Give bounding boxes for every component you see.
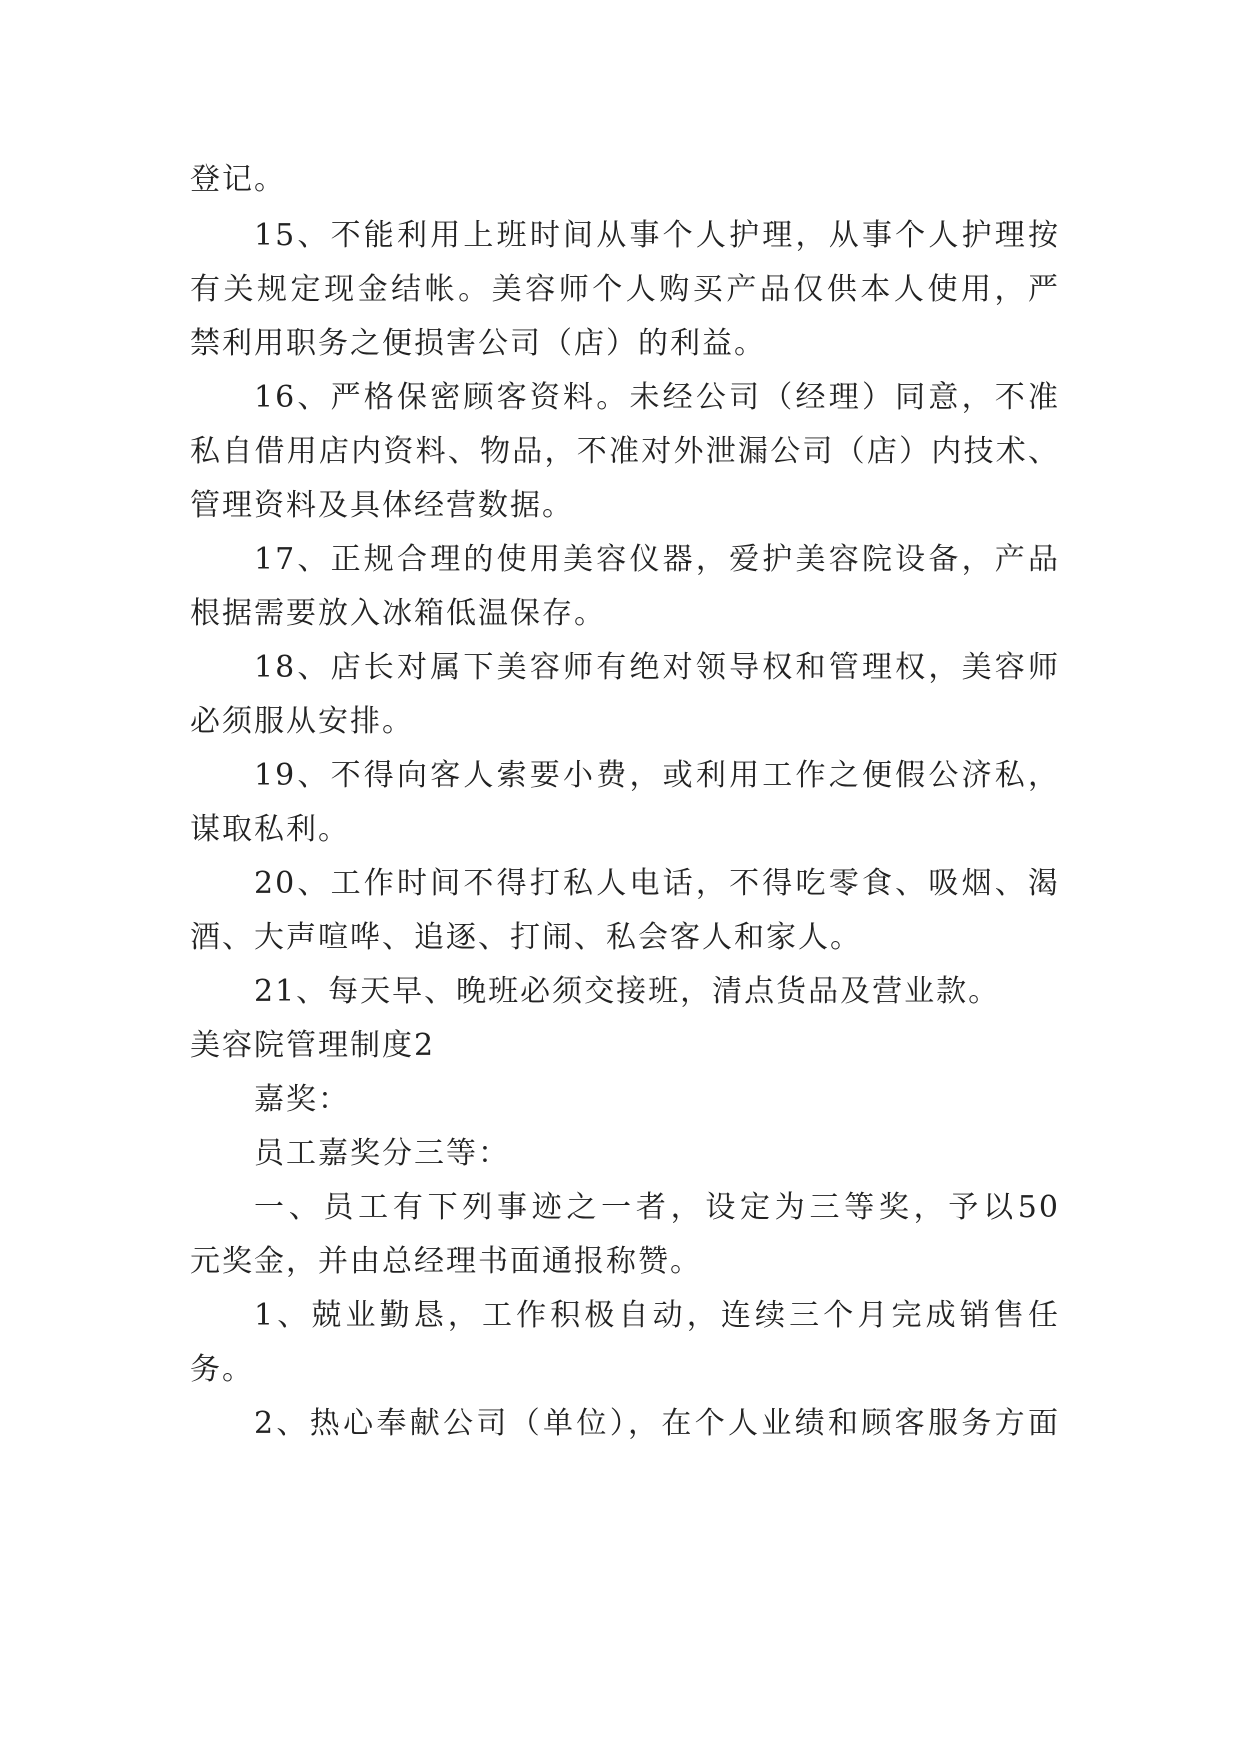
- paragraph-16-line-1: 16、严格保密顾客资料。未经公司（经理）同意，不准: [254, 380, 1060, 415]
- awards-intro: 员工嘉奖分三等：: [254, 1136, 510, 1171]
- paragraph-15-line-2: 有关规定现金结帐。美容师个人购买产品仅供本人使用，严: [190, 272, 1060, 307]
- subheading-awards: 嘉奖：: [254, 1082, 350, 1117]
- section-heading: 美容院管理制度2: [190, 1028, 436, 1063]
- item-1-line-2: 务。: [190, 1352, 254, 1387]
- paragraph-16-line-3: 管理资料及具体经营数据。: [190, 488, 574, 523]
- paragraph-19-line-1: 19、不得向客人索要小费，或利用工作之便假公济私，: [254, 758, 1060, 793]
- paragraph-15-line-1: 15、不能利用上班时间从事个人护理，从事个人护理按: [254, 218, 1060, 253]
- paragraph-15-line-3: 禁利用职务之便损害公司（店）的利益。: [190, 326, 766, 361]
- text-line: 登记。: [190, 162, 286, 197]
- paragraph-20-line-1: 20、工作时间不得打私人电话，不得吃零食、吸烟、渴: [254, 866, 1060, 901]
- paragraph-17-line-2: 根据需要放入冰箱低温保存。: [190, 596, 606, 631]
- paragraph-21: 21、每天早、晚班必须交接班，清点货品及营业款。: [254, 974, 1001, 1009]
- item-2-line-1: 2、热心奉献公司（单位），在个人业绩和顾客服务方面: [254, 1406, 1060, 1441]
- paragraph-20-line-2: 酒、大声喧哗、追逐、打闹、私会客人和家人。: [190, 920, 862, 955]
- award-level-3-line-2: 元奖金，并由总经理书面通报称赞。: [190, 1244, 702, 1279]
- paragraph-18-line-1: 18、店长对属下美容师有绝对领导权和管理权，美容师: [254, 650, 1060, 685]
- paragraph-19-line-2: 谋取私利。: [190, 812, 350, 847]
- item-1-line-1: 1、兢业勤恳，工作积极自动，连续三个月完成销售任: [254, 1298, 1060, 1333]
- award-level-3-line-1: 一、员工有下列事迹之一者，设定为三等奖，予以50: [254, 1190, 1060, 1225]
- paragraph-16-line-2: 私自借用店内资料、物品，不准对外泄漏公司（店）内技术、: [190, 434, 1060, 469]
- paragraph-18-line-2: 必须服从安排。: [190, 704, 414, 739]
- paragraph-17-line-1: 17、正规合理的使用美容仪器，爱护美容院设备，产品: [254, 542, 1060, 577]
